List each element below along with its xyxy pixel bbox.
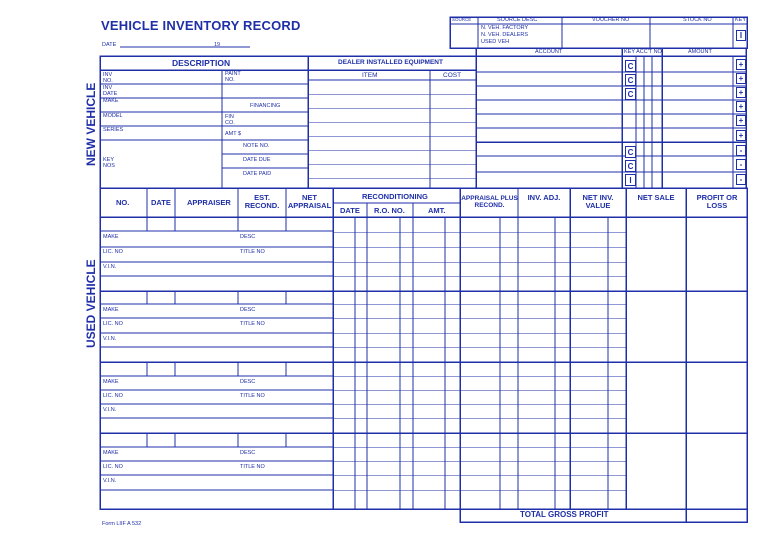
series-label: SERIES (103, 127, 124, 133)
plus-key[interactable]: + (736, 87, 746, 98)
source-option-dealers[interactable]: N. VEH. DEALERS (481, 32, 529, 38)
date-field[interactable] (121, 38, 211, 47)
vin-label: V.I.N. (103, 407, 117, 413)
col-rec-date: DATE (340, 206, 360, 215)
title-no-label: TITLE NO (240, 321, 265, 327)
account-label: ACCOUNT (535, 49, 563, 55)
paint-no-label: PAINT NO. (225, 71, 241, 84)
voucher-field[interactable] (563, 25, 649, 47)
used-vehicle-label: USED VEHICLE (84, 259, 98, 348)
inv-no-label: INV NO. (103, 72, 113, 85)
desc-label: DESC (240, 450, 256, 456)
col-net-sale: NET SALE (637, 193, 675, 202)
source-option-factory[interactable]: N. VEH. FACTORY (481, 25, 529, 31)
col-appraisal-plus-recond: APPRAISAL PLUS RECOND. (461, 195, 518, 209)
make-label: MAKE (103, 379, 119, 385)
col-profit-or-loss: PROFIT OR LOSS (696, 193, 738, 210)
inventory-mark[interactable]: I (625, 174, 636, 186)
financing-label: FINANCING (250, 103, 281, 109)
vin-label: V.I.N. (103, 478, 117, 484)
source-option-used[interactable]: USED VEH (481, 39, 510, 45)
minus-key[interactable]: - (736, 159, 746, 170)
make-label: MAKE (103, 307, 119, 313)
inv-date-label: INV DATE (103, 85, 118, 98)
plus-key[interactable]: + (736, 59, 746, 70)
make-label: MAKE (103, 234, 119, 240)
col-rec-amt: AMT. (428, 206, 446, 215)
desc-label: DESC (240, 379, 256, 385)
item-label: ITEM (362, 72, 378, 79)
col-date: DATE (151, 198, 171, 207)
date-due-label: DATE DUE (243, 157, 271, 163)
key-label: KEY (735, 17, 747, 23)
key-box[interactable]: I (736, 30, 746, 41)
credit-mark[interactable]: C (625, 88, 636, 100)
minus-key[interactable]: - (736, 145, 746, 156)
key-nos-label: KEY NOS (103, 157, 115, 170)
title-no-label: TITLE NO (240, 393, 265, 399)
credit-mark[interactable]: C (625, 146, 636, 158)
lic-no-label: LIC. NO (103, 249, 123, 255)
year-prefix: 19 (214, 42, 221, 48)
date-paid-label: DATE PAID (243, 171, 272, 177)
desc-label: DESC (240, 234, 256, 240)
col-net-inv-value: NET INV. VALUE (582, 193, 614, 210)
credit-mark[interactable]: C (625, 74, 636, 86)
key-acct-label: KEY ACC'T NO (624, 49, 662, 55)
credit-mark[interactable]: C (625, 160, 636, 172)
col-est-recond: EST. RECOND. (244, 193, 280, 210)
col-reconditioning: RECONDITIONING (362, 192, 428, 201)
total-gross-profit-field[interactable] (687, 510, 746, 521)
voucher-label: VOUCHER NO (592, 17, 630, 23)
credit-mark[interactable]: C (625, 60, 636, 72)
vin-label: V.I.N. (103, 336, 117, 342)
form-number: Form LIIF A 532 (102, 521, 142, 527)
plus-key[interactable]: + (736, 101, 746, 112)
total-gross-profit-label: TOTAL GROSS PROFIT (520, 510, 609, 519)
plus-key[interactable]: + (736, 130, 746, 141)
lic-no-label: LIC. NO (103, 393, 123, 399)
stock-label: STOCK NO (683, 17, 712, 23)
source-desc-label: SOURCE DESC (497, 17, 538, 23)
vin-label: V.I.N. (103, 264, 117, 270)
plus-key[interactable]: + (736, 73, 746, 84)
description-header: DESCRIPTION (172, 58, 231, 68)
title-no-label: TITLE NO (240, 249, 265, 255)
col-inv-adj: INV. ADJ. (527, 193, 561, 202)
date-label: DATE (102, 42, 117, 48)
source-label: SOURCE (452, 17, 472, 22)
model-label: MODEL (103, 113, 123, 119)
col-rec-ro: R.O. NO. (374, 206, 405, 215)
fin-co-label: FIN CO. (225, 114, 235, 127)
lic-no-label: LIC. NO (103, 321, 123, 327)
desc-label: DESC (240, 307, 256, 313)
dealer-equipment-header: DEALER INSTALLED EQUIPMENT (338, 59, 443, 66)
new-vehicle-label: NEW VEHICLE (84, 82, 98, 166)
form-title: VEHICLE INVENTORY RECORD (101, 18, 301, 33)
amt-label: AMT $ (225, 131, 242, 137)
note-no-label: NOTE NO. (243, 143, 270, 149)
col-net-appraisal: NET APPRAISAL (287, 193, 332, 210)
lic-no-label: LIC. NO (103, 464, 123, 470)
title-no-label: TITLE NO (240, 464, 265, 470)
plus-key[interactable]: + (736, 115, 746, 126)
stock-field[interactable] (651, 25, 732, 47)
make-label: MAKE (103, 98, 119, 104)
col-no: NO. (116, 198, 130, 207)
minus-key[interactable]: - (736, 174, 746, 185)
amount-label: AMOUNT (688, 49, 712, 55)
col-appraiser: APPRAISER (187, 198, 231, 207)
cost-label: COST (443, 72, 462, 79)
make-label: MAKE (103, 450, 119, 456)
